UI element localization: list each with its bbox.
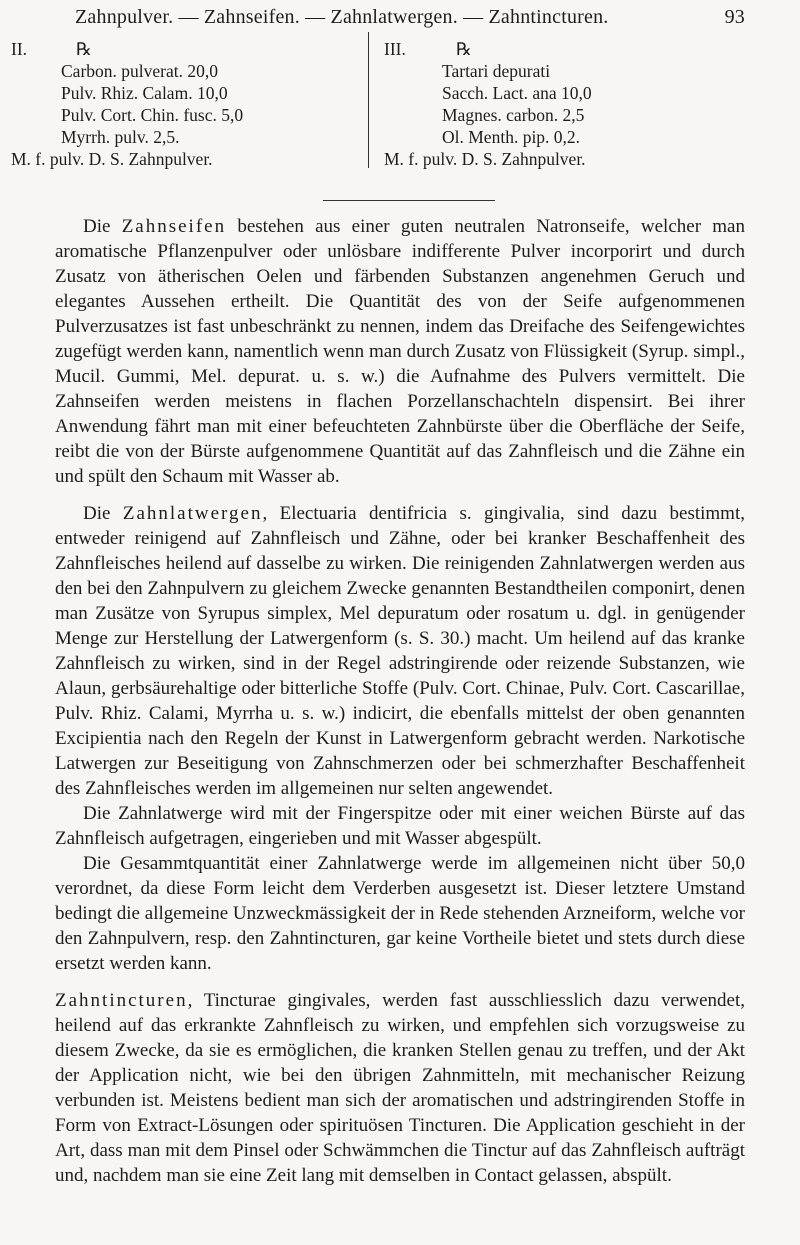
term-zahntincturen: Zahntincturen bbox=[55, 990, 188, 1011]
paragraph-zahntincturen: Zahntincturen, Tincturae gingivales, werden fast ausschliesslich dazu verwendet, heilend auf das erkrankte Zahnfleisch zu wirken, und empfehlen sich vorzugsweise zu diesem Zwecke, da sie es ermöglichen, die kranken Stellen genau zu treffen, und der Akt der Application nicht, wie bei den übrigen Zahnmitteln, mit mechanischer Reizung verbunden ist. Meistens bedient man sich der aromatischen und adstringirenden Stoffe in Form von Extract-Lösungen oder spirituösen Tincturen. Die Application geschieht in der Art, dass man mit dem Pinsel oder Schwämmchen die Tinctur auf das Zahnfleisch aufträgt und, nachdem man sie eine Zeit lang mit demselben in Contact gelassen, abspült. bbox=[55, 990, 745, 1186]
recipe-iii bbox=[384, 38, 592, 170]
recipe-line: Carbon. pulverat. 20,0 bbox=[61, 61, 218, 81]
recipe-line: Ol. Menth. pip. 0,2. bbox=[442, 127, 581, 147]
recipe-ii bbox=[11, 38, 243, 170]
recipe-line: Tartari depurati bbox=[442, 61, 551, 81]
page-number: 93 bbox=[724, 6, 745, 28]
section-rule bbox=[323, 200, 495, 201]
paragraph-application: Die Zahnlatwerge wird mit der Fingerspitze oder mit einer weichen Bürste auf das Zahnfleisch aufgetragen, eingerieben und mit Wasser abgespült. bbox=[55, 803, 745, 849]
paragraph-zahnlatwergen: Die Zahnlatwergen, Electuaria dentifricia s. gingivalia, sind dazu bestimmt, entweder reinigend auf Zahnfleisch und Zähne, oder bei kranker Beschaffenheit des Zahnfleisches heilend auf dasselbe zu wirken. Die reinigenden Zahnlatwergen werden aus den bei den Zahnpulvern zu gleichem Zwecke genannten Bestandtheilen componirt, denen man Zusätze von Syrupus simplex, Mel depuratum oder rosatum u. dgl. in genügender Menge zur Herstellung der Latwergenform (s. S. 30.) macht. Um heilend auf das kranke Zahnfleisch zu wirken, sind in der Regel adstringirende oder reizende Substanzen, wie Alaun, gerbsäurehaltige oder bitterliche Stoffe (Pulv. Cort. Chinae, Pulv. Cort. Cascarillae, Pulv. Rhiz. Calami, Myrrha u. s. w.) indicirt, die ebenfalls mittelst der oben genannten Excipientia nach den Regeln der Kunst in Latwergenform gebracht werden. Narkotische Latwergen zur Beseitigung von Zahnschmerzen oder bei schmerzhafter Beschaffenheit des Zahnfleisches werden im allgemeinen nur selten angewendet. bbox=[55, 503, 745, 799]
recipe-line: Magnes. carbon. 2,5 bbox=[442, 105, 585, 125]
term-zahnlatwergen: Zahnlatwergen bbox=[122, 503, 263, 524]
term-zahnseifen: Zahnseifen bbox=[121, 216, 227, 237]
running-head bbox=[65, 6, 745, 36]
recipe-line: Pulv. Cort. Chin. fusc. 5,0 bbox=[61, 105, 244, 125]
paragraph-quantity: Die Gesammtquantität einer Zahnlatwerge werde im allgemeinen nicht über 50,0 verordnet, da diese Form leicht dem Verderben ausgesetzt ist. Dieser letztere Umstand bedingt die allgemeine Unzweckmässigkeit der in Rede stehenden Arzneiform, welche vor den Zahnpulvern, resp. den Zahntincturen, gar keine Vortheile bietet und stets durch diese ersetzt werden kann. bbox=[55, 853, 745, 974]
column-divider bbox=[368, 32, 369, 168]
recipe-number: II. bbox=[11, 39, 28, 59]
recipe-signature: M. f. pulv. D. S. Zahnpulver. bbox=[384, 149, 586, 169]
recipe-line: Myrrh. pulv. 2,5. bbox=[61, 127, 180, 147]
recipe-signature: M. f. pulv. D. S. Zahnpulver. bbox=[11, 149, 213, 169]
recipe-line: Pulv. Rhiz. Calam. 10,0 bbox=[61, 83, 228, 103]
body-text bbox=[55, 214, 745, 1188]
recipe-symbol: ℞ bbox=[456, 39, 472, 59]
running-head-title: Zahnpulver. — Zahnseifen. — Zahnlatwergen. — Zahntincturen. bbox=[75, 6, 609, 28]
recipe-symbol: ℞ bbox=[76, 39, 92, 59]
recipe-line: Sacch. Lact. ana 10,0 bbox=[442, 83, 592, 103]
paragraph-zahnseifen: Die Zahnseifen bestehen aus einer guten neutralen Natronseife, welcher man aromatische Pflanzenpulver oder unlösbare indifferente Pulver incorporirt und durch Zusatz von ätherischen Oelen und färbenden Substanzen angenehmen Geruch und elegantes Aussehen ertheilt. Die Quantität des von der Seife aufgenommenen Pulverzusatzes ist fast unbeschränkt zu nennen, indem das Dreifache des Seifengewichtes zugefügt werden kann, namentlich wenn man durch Zusatz von Flüssigkeit (Syrup. simpl., Mucil. Gummi, Mel. depurat. u. s. w.) die Aufnahme des Pulvers vermittelt. Die Zahnseifen werden meistens in flachen Porzellanschachteln dispensirt. Bei ihrer Anwendung fährt man mit einer befeuchteten Zahnbürste über die Oberfläche der Seife, reibt die von der Bürste aufgenommene Quantität auf das Zahnfleisch und die Zähne ein und spült den Schaum mit Wasser ab. bbox=[55, 216, 745, 487]
recipe-number: III. bbox=[384, 39, 406, 59]
